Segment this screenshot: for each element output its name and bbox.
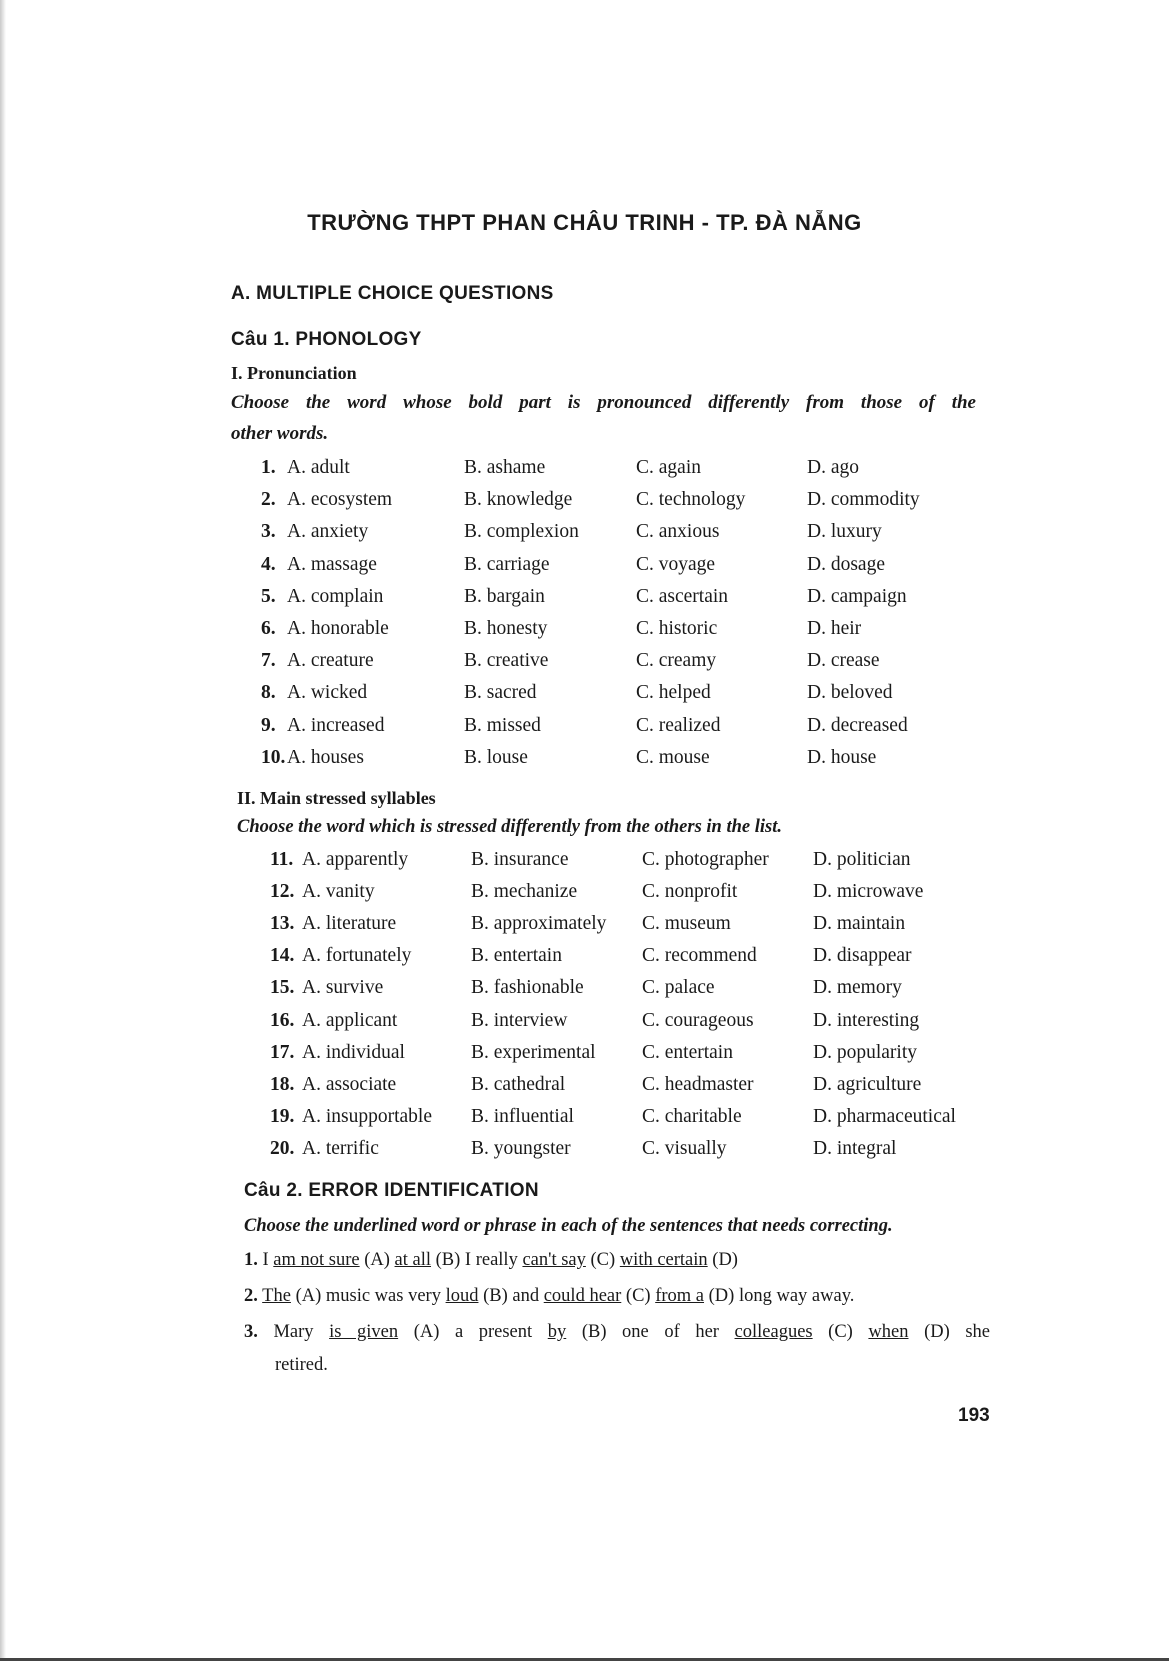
stress-q10-option-b: B. youngster	[471, 1137, 571, 1159]
stress-q10-option-c: C. visually	[642, 1137, 727, 1159]
underlined-phrase: could hear	[543, 1286, 622, 1306]
stress-q6-number: 16.	[270, 1009, 295, 1031]
cau1-heading: Câu 1. PHONOLOGY	[231, 329, 422, 350]
pronunciation-q8-option-b: B. sacred	[464, 682, 537, 704]
pronunciation-q4-option-c: C. voyage	[636, 553, 716, 575]
pronunciation-q5-option-c: C. ascertain	[636, 585, 729, 607]
stress-q7-option-d: D. popularity	[813, 1041, 917, 1063]
pronunciation-heading: I. Pronunciation	[231, 363, 357, 383]
pronunciation-q9-option-b: B. missed	[464, 714, 541, 736]
scan-edge-left	[0, 0, 6, 1661]
stress-heading: II. Main stressed syllables	[237, 788, 436, 808]
pronunciation-q8-number: 8.	[261, 682, 276, 704]
stress-q2-number: 12.	[270, 881, 295, 903]
stress-q2-option-a: A. vanity	[302, 881, 375, 903]
underlined-phrase: loud	[445, 1286, 479, 1306]
sentence-text: Mary	[273, 1322, 330, 1342]
pronunciation-q10-option-c: C. mouse	[636, 746, 710, 768]
stress-q1-option-a: A. apparently	[302, 849, 409, 870]
error-item-1	[244, 1250, 738, 1271]
pronunciation-q6-option-b: B. honesty	[464, 618, 548, 639]
stress-q10-option-d: D. integral	[813, 1137, 897, 1159]
underlined-phrase: can't say	[522, 1250, 586, 1270]
error-item-3	[244, 1322, 990, 1343]
stress-q6-option-c: C. courageous	[642, 1009, 754, 1031]
stress-q4-option-c: C. recommend	[642, 945, 757, 967]
sentence-text: (A) a present	[398, 1322, 548, 1342]
error-item-2-number: 2.	[244, 1286, 258, 1306]
pronunciation-q3-option-c: C. anxious	[636, 521, 720, 543]
pronunciation-instruction-line2: other words.	[231, 423, 329, 444]
stress-q4-option-b: B. entertain	[471, 945, 562, 967]
pronunciation-q4-option-b: B. carriage	[464, 553, 550, 575]
sentence-text: (B) I really	[431, 1250, 523, 1270]
page-title: TRƯỜNG THPT PHAN CHÂU TRINH - TP. ĐÀ NẴNG	[307, 210, 862, 235]
sentence-text: (C)	[812, 1322, 869, 1342]
pronunciation-q6-option-c: C. historic	[636, 618, 718, 639]
pronunciation-q4-number: 4.	[261, 553, 276, 575]
error-item-2	[244, 1286, 854, 1307]
pronunciation-q3-option-d: D. luxury	[807, 521, 882, 543]
stress-q7-number: 17.	[270, 1041, 295, 1063]
stress-q3-number: 13.	[270, 913, 295, 935]
underlined-phrase: am not sure	[273, 1250, 360, 1270]
stress-q7-option-b: B. experimental	[471, 1041, 596, 1063]
pronunciation-q10-option-d: D. house	[807, 746, 877, 768]
stress-q7-option-a: A. individual	[302, 1041, 405, 1063]
stress-q9-option-a: A. insupportable	[302, 1105, 432, 1127]
stress-q9-option-c: C. charitable	[642, 1105, 742, 1127]
pronunciation-q7-option-b: B. creative	[464, 650, 549, 672]
underlined-phrase: at all	[394, 1250, 432, 1270]
error-item-1-number: 1.	[244, 1250, 258, 1270]
underlined-phrase: with certain	[619, 1250, 708, 1270]
pronunciation-q3-option-a: A. anxiety	[287, 521, 369, 543]
stress-q10-number: 20.	[270, 1137, 295, 1159]
pronunciation-q7-option-a: A. creature	[287, 650, 374, 672]
pronunciation-q1-option-d: D. ago	[807, 457, 859, 478]
stress-q9-option-d: D. pharmaceutical	[813, 1105, 956, 1127]
sentence-text: (C)	[585, 1250, 620, 1270]
pronunciation-q8-option-d: D. beloved	[807, 682, 893, 704]
page-number: 193	[958, 1405, 990, 1426]
stress-q1-option-d: D. politician	[813, 849, 911, 870]
sentence-text: (B) and	[478, 1286, 544, 1306]
sentence-text: (D) she	[908, 1322, 990, 1342]
underlined-phrase: when	[868, 1322, 909, 1342]
pronunciation-q2-option-d: D. commodity	[807, 489, 920, 511]
pronunciation-q4-option-d: D. dosage	[807, 553, 885, 575]
error-item-3-number: 3.	[244, 1322, 258, 1342]
stress-instruction: Choose the word which is stressed differently from the others in the list.	[237, 817, 782, 837]
stress-q4-option-d: D. disappear	[813, 945, 912, 967]
cau2-instruction: Choose the underlined word or phrase in each of the sentences that needs correcting.	[244, 1216, 893, 1236]
stress-q8-option-b: B. cathedral	[471, 1073, 566, 1095]
stress-q8-option-d: D. agriculture	[813, 1073, 922, 1095]
stress-q3-option-c: C. museum	[642, 913, 731, 935]
pronunciation-q5-number: 5.	[261, 585, 276, 607]
sentence-text: (D) long way away.	[704, 1286, 855, 1306]
pronunciation-q4-option-a: A. massage	[287, 553, 377, 575]
stress-q6-option-b: B. interview	[471, 1009, 568, 1031]
sentence-text: (A)	[359, 1250, 395, 1270]
stress-q2-option-b: B. mechanize	[471, 881, 578, 903]
stress-q5-option-b: B. fashionable	[471, 977, 584, 999]
stress-q4-number: 14.	[270, 945, 295, 967]
stress-q1-option-c: C. photographer	[642, 849, 769, 870]
stress-q3-option-a: A. literature	[302, 913, 397, 935]
stress-q10-option-a: A. terrific	[302, 1137, 379, 1159]
sentence-text: (A) music was very	[290, 1286, 446, 1306]
pronunciation-q9-option-c: C. realized	[636, 714, 721, 736]
stress-q5-option-a: A. survive	[302, 977, 384, 999]
pronunciation-q5-option-b: B. bargain	[464, 585, 545, 607]
pronunciation-q9-option-d: D. decreased	[807, 714, 908, 736]
underlined-phrase: is given	[329, 1322, 399, 1342]
pronunciation-q6-number: 6.	[261, 618, 276, 639]
pronunciation-q1-option-c: C. again	[636, 457, 701, 478]
stress-q1-option-b: B. insurance	[471, 849, 569, 870]
pronunciation-q7-option-d: D. crease	[807, 650, 880, 672]
pronunciation-q8-option-a: A. wicked	[287, 682, 368, 704]
pronunciation-q7-option-c: C. creamy	[636, 650, 717, 672]
pronunciation-q2-option-a: A. ecosystem	[287, 489, 393, 511]
pronunciation-q6-option-a: A. honorable	[287, 618, 389, 639]
section-a-heading: A. MULTIPLE CHOICE QUESTIONS	[231, 283, 554, 304]
underlined-phrase: colleagues	[734, 1322, 813, 1342]
pronunciation-q2-option-c: C. technology	[636, 489, 746, 511]
pronunciation-q7-number: 7.	[261, 650, 276, 672]
pronunciation-q6-option-d: D. heir	[807, 618, 862, 639]
stress-q6-option-d: D. interesting	[813, 1009, 920, 1031]
pronunciation-q1-number: 1.	[261, 457, 276, 478]
sentence-text: (B) one of her	[566, 1322, 735, 1342]
sentence-text: (D)	[707, 1250, 738, 1270]
pronunciation-q2-option-b: B. knowledge	[464, 489, 573, 511]
pronunciation-q1-option-a: A. adult	[287, 457, 350, 478]
pronunciation-q10-number: 10.	[261, 746, 286, 768]
pronunciation-q5-option-d: D. campaign	[807, 585, 907, 607]
stress-q3-option-b: B. approximately	[471, 913, 607, 935]
sentence-text: (C)	[621, 1286, 656, 1306]
pronunciation-q2-number: 2.	[261, 489, 276, 511]
stress-q4-option-a: A. fortunately	[302, 945, 412, 967]
sentence-text: I	[262, 1250, 274, 1270]
stress-q6-option-a: A. applicant	[302, 1009, 398, 1031]
cau2-heading: Câu 2. ERROR IDENTIFICATION	[244, 1180, 539, 1201]
error-item-3-continuation: retired.	[275, 1355, 328, 1375]
pronunciation-q5-option-a: A. complain	[287, 585, 384, 607]
underlined-phrase: The	[262, 1286, 291, 1306]
stress-q8-option-a: A. associate	[302, 1073, 397, 1095]
stress-q8-number: 18.	[270, 1073, 295, 1095]
stress-q5-option-c: C. palace	[642, 977, 715, 999]
stress-q2-option-c: C. nonprofit	[642, 881, 738, 903]
stress-q8-option-c: C. headmaster	[642, 1073, 754, 1095]
stress-q9-option-b: B. influential	[471, 1105, 574, 1127]
underlined-phrase: from a	[655, 1286, 705, 1306]
pronunciation-q9-number: 9.	[261, 714, 276, 736]
stress-q2-option-d: D. microwave	[813, 881, 924, 903]
pronunciation-instruction-line1: Choose the word whose bold part is pronounced differently from those of the	[231, 392, 976, 413]
pronunciation-q3-number: 3.	[261, 521, 276, 543]
stress-q5-number: 15.	[270, 977, 295, 999]
pronunciation-q10-option-b: B. louse	[464, 746, 528, 768]
stress-q7-option-c: C. entertain	[642, 1041, 733, 1063]
pronunciation-q9-option-a: A. increased	[287, 714, 385, 736]
stress-q9-number: 19.	[270, 1105, 295, 1127]
stress-q1-number: 11.	[270, 849, 294, 870]
pronunciation-q10-option-a: A. houses	[287, 746, 364, 768]
pronunciation-q8-option-c: C. helped	[636, 682, 711, 704]
stress-q3-option-d: D. maintain	[813, 913, 906, 935]
stress-q5-option-d: D. memory	[813, 977, 902, 999]
underlined-phrase: by	[547, 1322, 567, 1342]
pronunciation-q1-option-b: B. ashame	[464, 457, 546, 478]
pronunciation-q3-option-b: B. complexion	[464, 521, 579, 543]
